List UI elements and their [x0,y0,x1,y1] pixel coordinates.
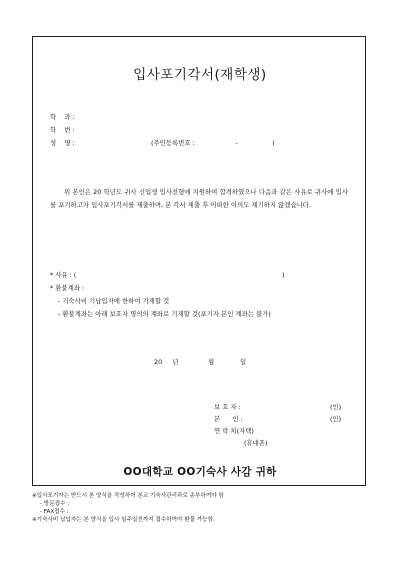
note-visit: - 방문접수 : [40,501,70,507]
form-title: 입사포기각서(재학생) [133,67,267,83]
form-frame [32,36,366,486]
statement-paragraph: 위 본인은 20 학년도 귀사 신입생 입사전형에 지원하여 합격하였으나 다음과 같은 사유로 귀사에 입사를 포기하고자 입사포기각서를 제출하며, 본 각서 제출 후 어떠한 이의도 제기하지 않겠습니다. [50,188,348,209]
name-field-label: 성 명 : [50,139,75,147]
note-submission: ※입사포기자는 반드시 본 양식을 작성하여 본교 기숙사관리과로 송부하여야 함 [32,493,224,499]
student-id-field-label: 학 번 : [50,126,75,134]
addressee: OO대학교 OO기숙사 사감 귀하 [123,466,277,478]
department-field-label: 학 과 : [50,113,75,121]
self-seal: (인) [330,415,342,423]
refund-item-2: - 환불계좌는 아래 보호자 명의의 계좌로 기재할 것(포기자 본인 계좌는 불가) [58,310,271,318]
date-day: 일 [240,358,247,366]
note-refund: ※기숙사비 납입자는 본 양식을 입사 일주일전까지 접수하여야 환불 가능함. [32,517,215,523]
guardian-seal: (인) [330,403,342,411]
reason-field-close: ) [282,271,285,279]
self-signature-label: 본 인 : [214,415,243,423]
guardian-signature-label: 보 호 자 : [214,403,241,411]
contact-home-label: 연 락 처(자택) [214,427,254,435]
note-fax: - FAX접수 : [40,509,69,515]
refund-item-1: - 기숙사비 기납입자에 한하여 기재할 것 [58,297,170,305]
resident-number-field: (주민등록번호 : - ) [151,139,275,147]
reason-field-label: * 사유 : ( [50,271,77,279]
contact-mobile-label: (휴대폰) [244,439,268,447]
refund-account-heading: * 환불계좌 : [50,284,85,292]
date-month: 월 [208,358,215,366]
date-year: 20 년 [154,358,179,366]
